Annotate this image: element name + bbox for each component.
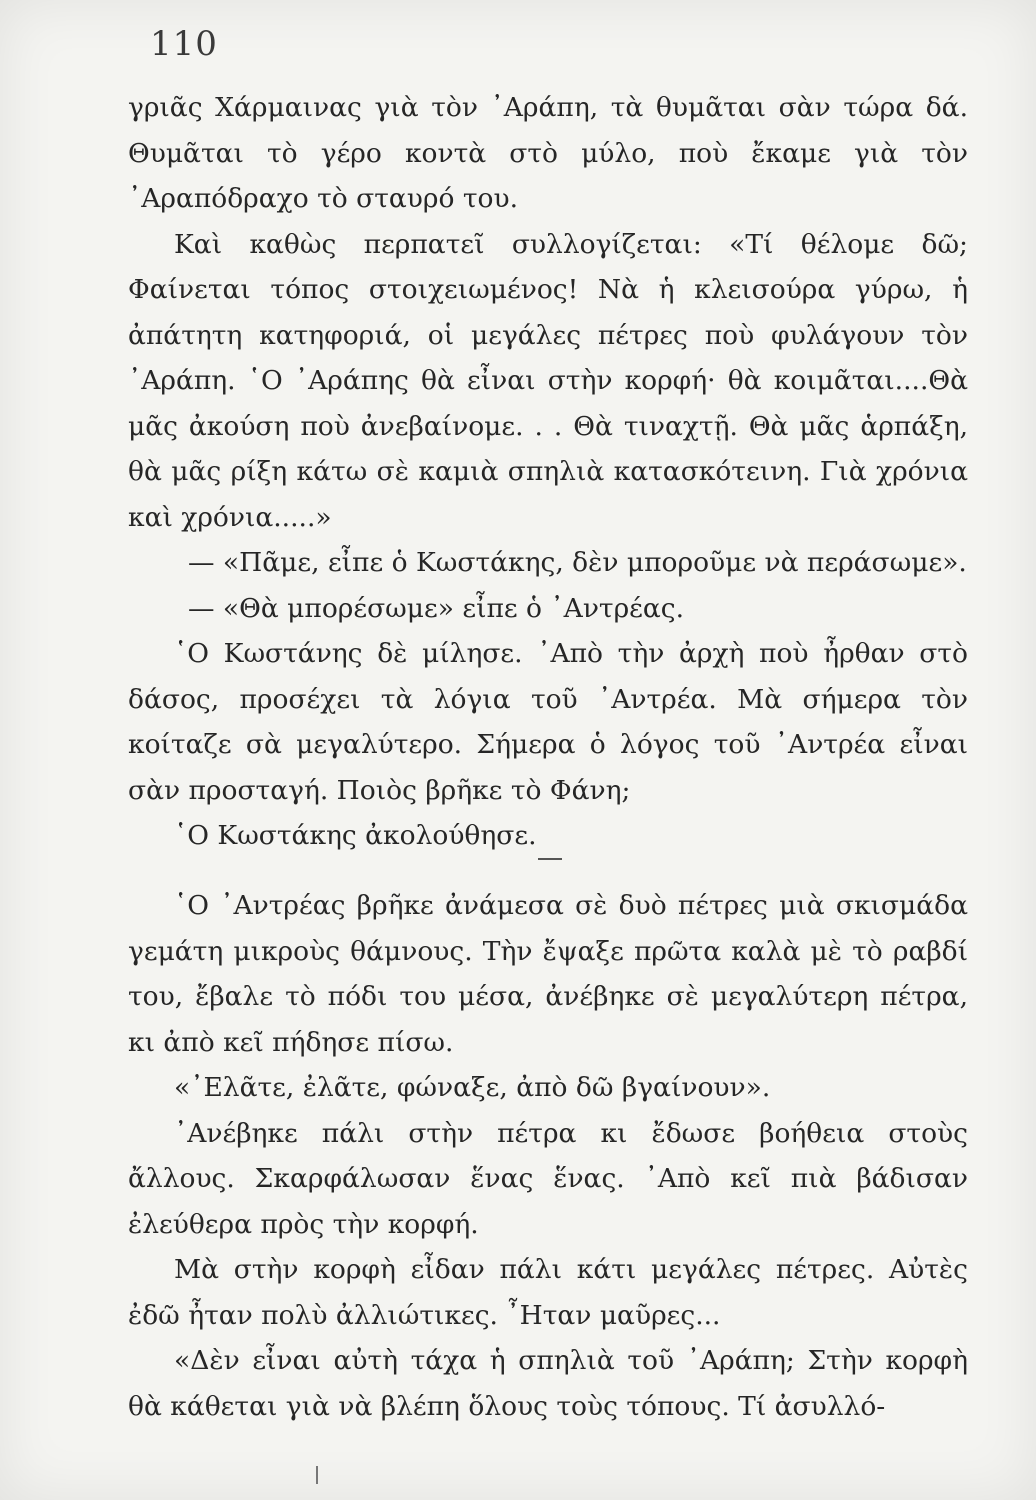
paragraph: «᾿Ελᾶτε, ἐλᾶτε, φώναξε, ἀπὸ δῶ βγαίνουν». (174, 1072, 771, 1103)
paragraph: Μὰ στὴν κορφὴ εἶδαν πάλι κάτι μεγάλες πέτρες. Αὐτὲς ἐδῶ ἦταν πολὺ ἀλλιώτικες. ῏Ηταν μαῦρες... (128, 1254, 968, 1331)
paragraph: ῾Ο Κωστάνης δὲ μίλησε. ᾿Απὸ τὴν ἀρχὴ ποὺ ἦρθαν στὸ δάσος, προσέχει τὰ λόγια τοῦ ᾿Αντρέα. Μὰ σήμερα τὸν κοίταζε σὰ μεγαλύτερο. Σήμερα ὁ λόγος τοῦ ᾿Αντρέα εἶναι σὰν προσταγή. Ποιὸς βρῆκε τὸ Φάνη; (128, 638, 968, 806)
paragraph: ῾Ο ᾿Αντρέας βρῆκε ἀνάμεσα σὲ δυὸ πέτρες μιὰ σκισμάδα γεμάτη μικροὺς θάμνους. Τὴν ἔψαξε πρῶτα καλὰ μὲ τὸ ραβδί του, ἔβαλε τὸ πόδι του μέσα, ἀνέβηκε σὲ μεγαλύτερη πέτρα, κι ἀπὸ κεῖ πήδησε πίσω. (128, 890, 968, 1058)
print-mark (316, 1466, 318, 1484)
page-number: 110 (150, 24, 218, 64)
paragraph: «Δὲν εἶναι αὐτὴ τάχα ἡ σπηλιὰ τοῦ ᾿Αράπη; Στὴν κορφὴ θὰ κάθεται γιὰ νὰ βλέπη ὅλους τοὺς τόπους. Τί ἀσυλλό- (128, 1345, 968, 1422)
paragraph: γριᾶς Χάρμαινας γιὰ τὸν ᾿Αράπη, τὰ θυμᾶται σὰν τώρα δά. Θυμᾶται τὸ γέρο κοντὰ στὸ μύλο, ποὺ ἔκαμε γιὰ τὸν ᾿Αραπόδραχο τὸ σταυρό του. (128, 92, 968, 214)
paragraph: ᾿Ανέβηκε πάλι στὴν πέτρα κι ἔδωσε βοήθεια στοὺς ἄλλους. Σκαρφάλωσαν ἕνας ἕνας. ᾿Απὸ κεῖ πιὰ βάδισαν ἐλεύθερα πρὸς τὴν κορφή. (128, 1117, 968, 1240)
section-divider (538, 858, 562, 860)
dialogue-line: — «Θὰ μπορέσωμε» εἶπε ὁ ᾿Αντρέας. (188, 592, 685, 624)
paragraph: ῾Ο Κωστάκης ἀκολούθησε. (174, 820, 537, 851)
paragraph: Καὶ καθὼς περπατεῖ συλλογίζεται: «Τί θέλομε δῶ; Φαίνεται τόπος στοιχειωμένος! Νὰ ἡ κλεισούρα γύρω, ἡ ἀπάτητη κατηφοριά, οἱ μεγάλες πέτρες ποὺ φυλάγουν τὸν ᾿Αράπη. ῾Ο ᾿Αράπης θὰ εἶναι στὴν κορφή· θὰ κοιμᾶται....Θὰ μᾶς ἀκούση ποὺ ἀνεβαίνομε. . . Θὰ τιναχτῇ. Θὰ μᾶς ἁρπάξη, θὰ μᾶς ρίξη κάτω σὲ καμιὰ σπηλιὰ κατασκότεινη. Γιὰ χρόνια καὶ χρόνια.....» (128, 228, 968, 533)
dialogue-line: — «Πᾶμε, εἶπε ὁ Κωστάκης, δὲν μποροῦμε νὰ περάσωμε». (188, 547, 967, 578)
text-section-2 (128, 883, 968, 1429)
text-section-1 (128, 85, 968, 859)
